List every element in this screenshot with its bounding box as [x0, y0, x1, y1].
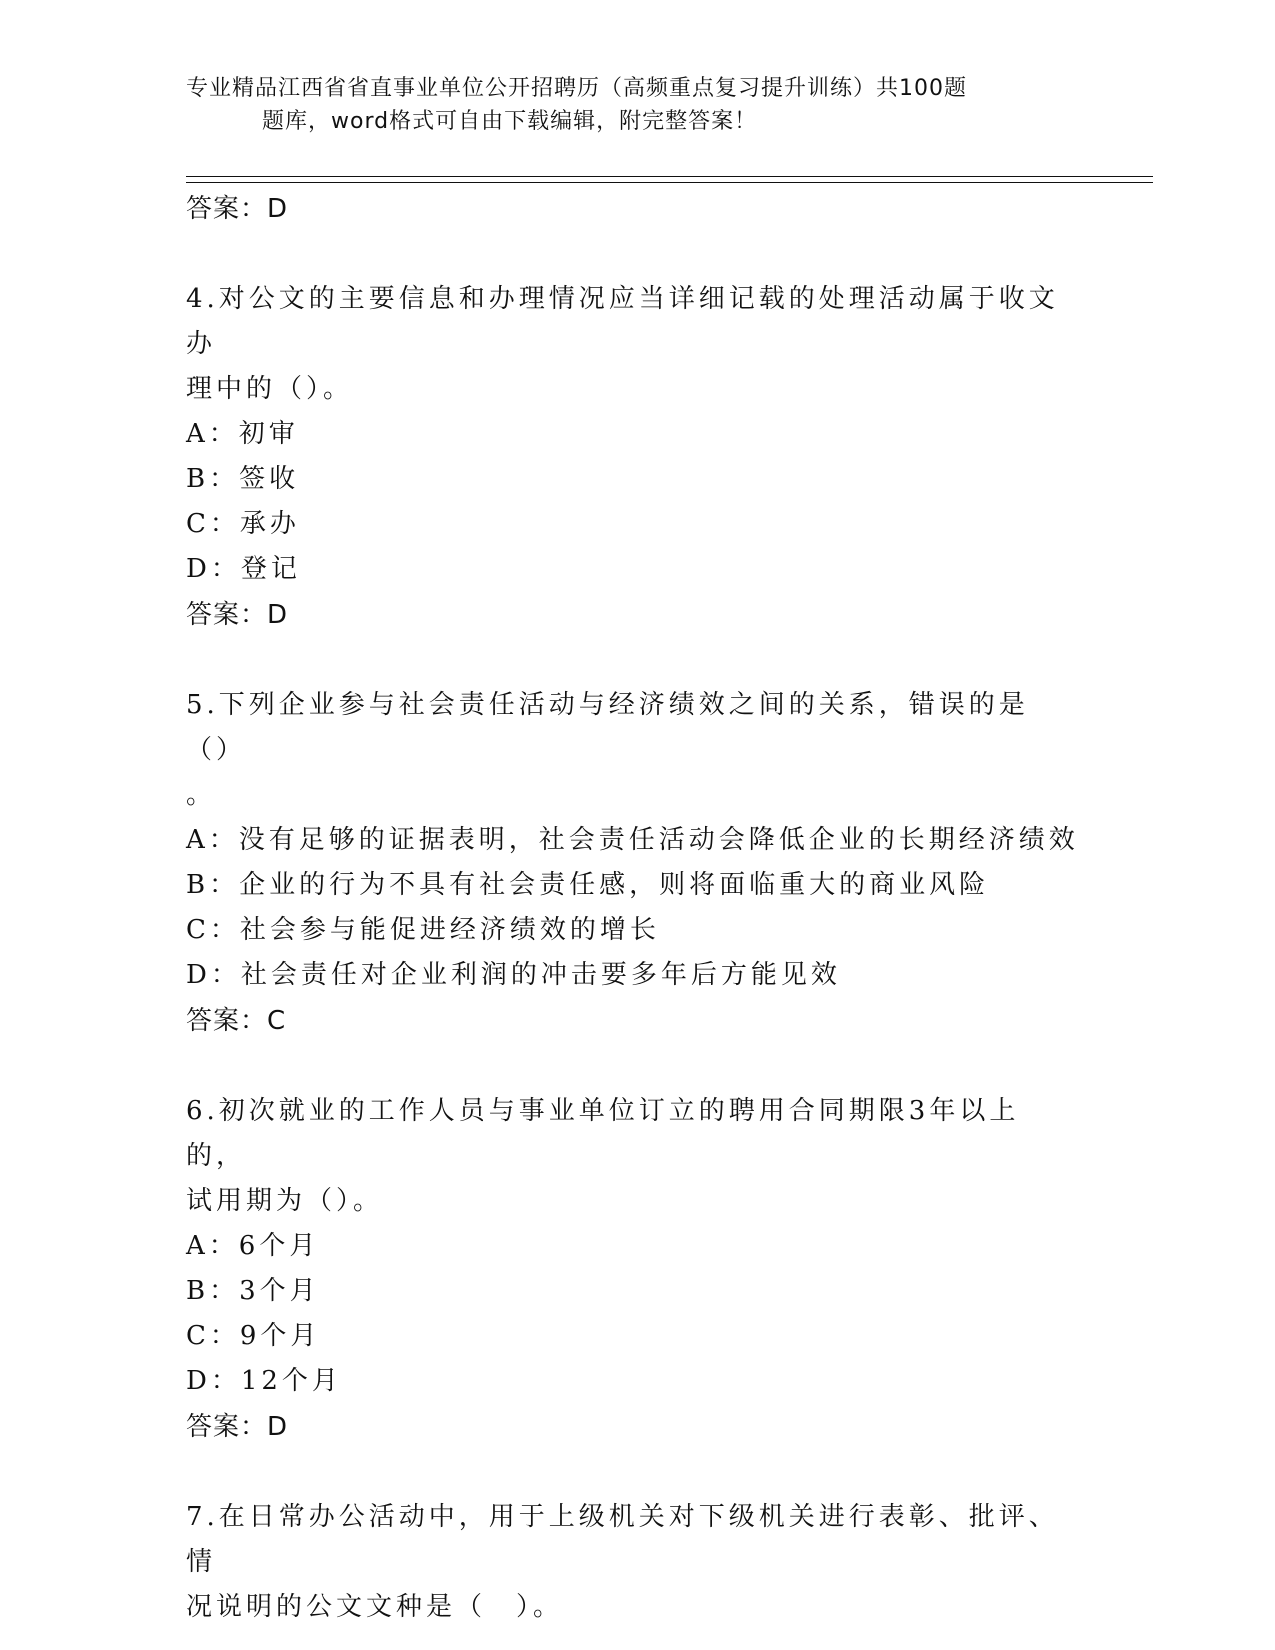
question-text-line: 试用期为（）。: [186, 1186, 384, 1216]
option-b: B：企业的行为不具有社会责任感，则将面临重大的商业风险: [186, 870, 990, 900]
option-b: B：3个月: [186, 1276, 320, 1306]
header-title-line1: 专业精品江西省省直事业单位公开招聘历（高频重点复习提升训练）共100题: [186, 76, 967, 101]
spacer: [186, 1450, 1066, 1495]
header-title-line2: 题库，word格式可自由下载编辑，附完整答案！: [262, 109, 758, 134]
question-list: [186, 186, 1079, 1630]
answer-line: 答案：D: [186, 1412, 289, 1442]
header-rule-thin: [186, 176, 1153, 177]
question-text-line: 况说明的公文文种是（ ）。: [186, 1592, 564, 1622]
document-header: [186, 72, 1086, 138]
spacer: [186, 1044, 1066, 1089]
question-text-line: 5.下列企业参与社会责任活动与经济绩效之间的关系，错误的是（）: [186, 690, 1029, 765]
spacer: [186, 232, 1066, 277]
option-a: A：6个月: [186, 1231, 320, 1261]
spacer: [186, 638, 1066, 683]
answer-line: 答案：C: [186, 1006, 287, 1036]
option-b: B：签收: [186, 464, 300, 494]
question-text-line: 。: [186, 780, 217, 810]
option-a: A：没有足够的证据表明，社会责任活动会降低企业的长期经济绩效: [186, 825, 1079, 855]
option-c: C：9个月: [186, 1321, 321, 1351]
option-c: C：承办: [186, 509, 300, 539]
option-d: D：12个月: [186, 1366, 342, 1396]
answer-line: 答案：D: [186, 600, 289, 630]
option-d: D：登记: [186, 554, 301, 584]
question-block: [186, 1495, 1066, 1630]
question-block: [186, 1089, 1066, 1450]
question-text-line: 理中的（）。: [186, 374, 354, 404]
question-block: [186, 683, 1079, 1044]
question-block: [186, 277, 1066, 638]
answer-line: 答案：D: [186, 194, 289, 224]
option-c: C：社会参与能促进经济绩效的增长: [186, 915, 660, 945]
question-text-line: 6.初次就业的工作人员与事业单位订立的聘用合同期限3年以上的，: [186, 1096, 1020, 1171]
question-text-line: 4.对公文的主要信息和办理情况应当详细记载的处理活动属于收文办: [186, 284, 1059, 359]
option-d: D：社会责任对企业利润的冲击要多年后方能见效: [186, 960, 841, 990]
header-rule-thick: [186, 182, 1153, 183]
option-a: A：初审: [186, 419, 299, 449]
question-text-line: 7.在日常办公活动中，用于上级机关对下级机关进行表彰、批评、情: [186, 1502, 1059, 1577]
